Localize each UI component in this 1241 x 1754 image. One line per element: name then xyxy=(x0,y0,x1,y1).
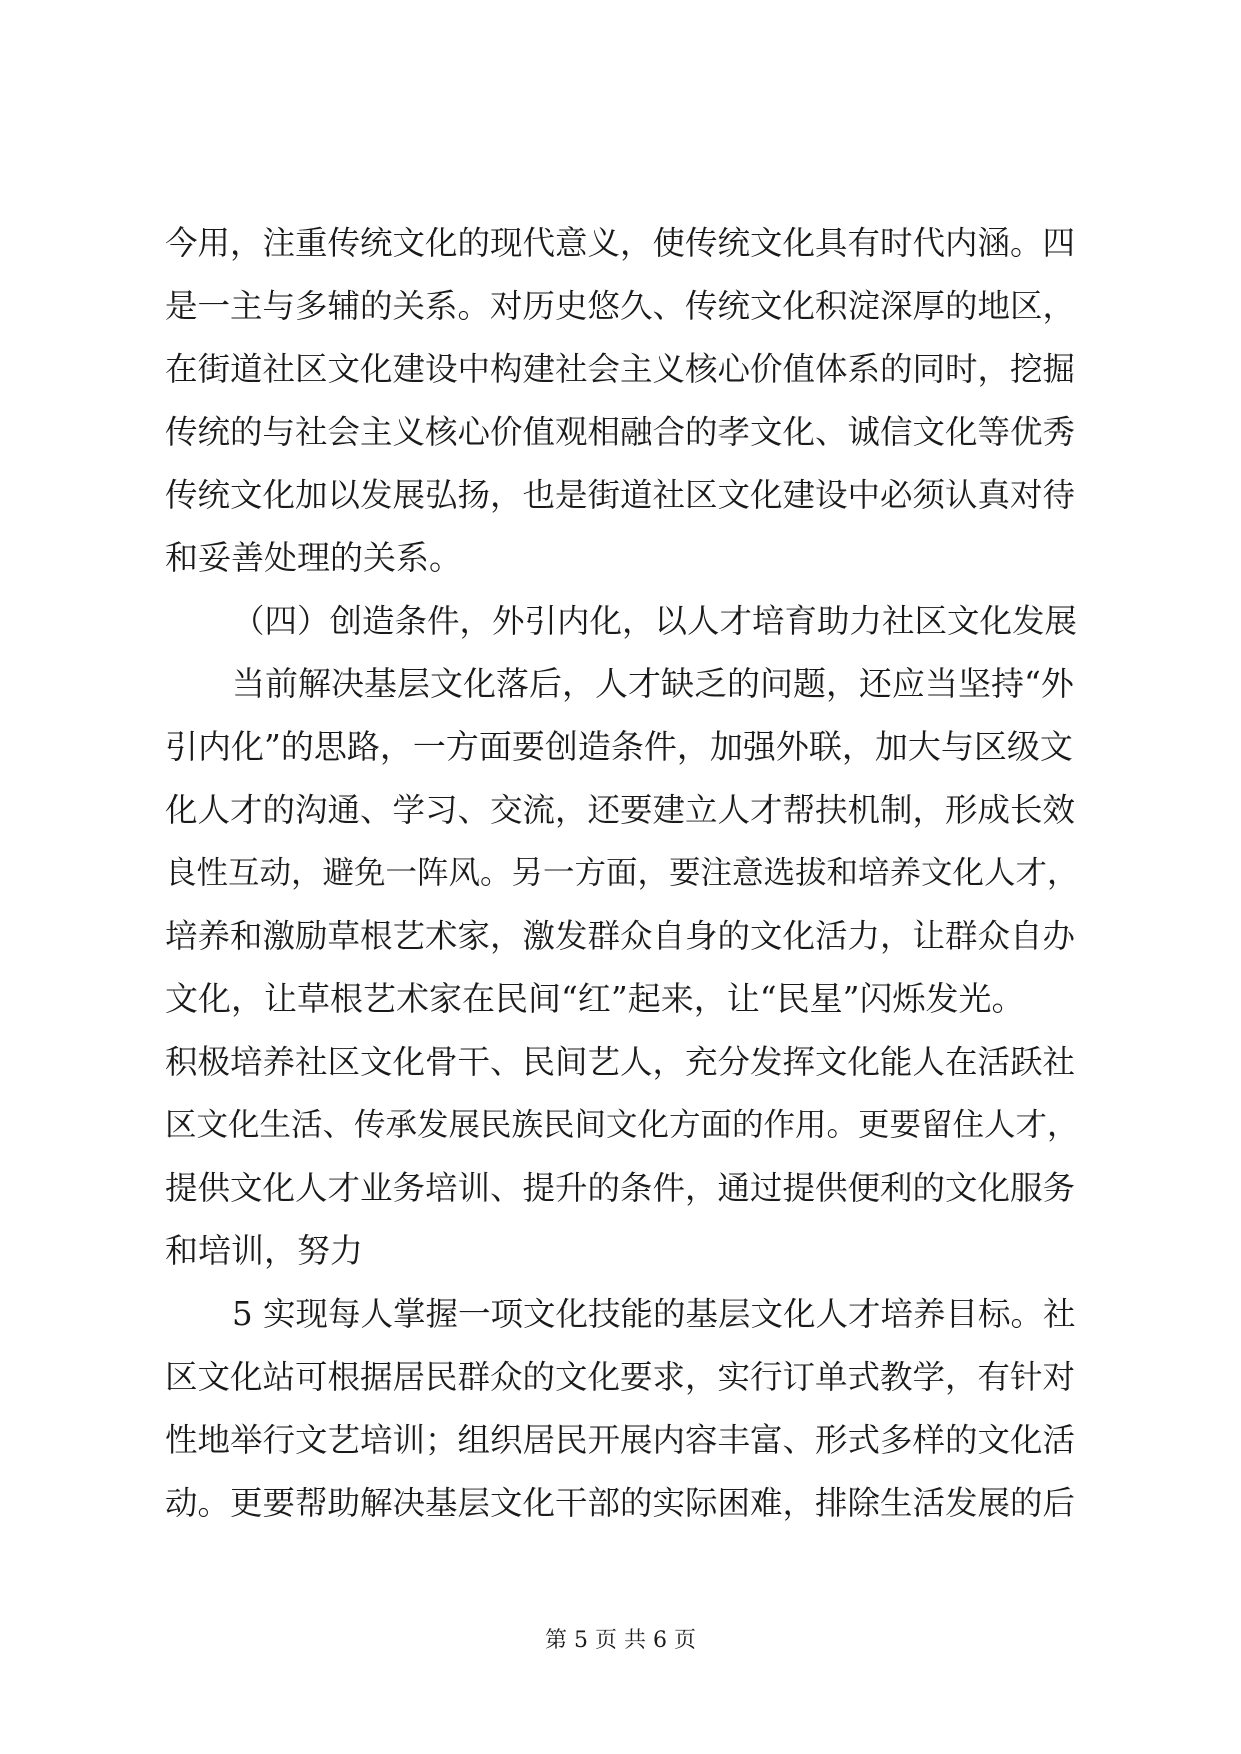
text-line: 文化，让草根艺术家在民间“红”起来，让“民星”闪烁发光。 xyxy=(165,979,1025,1018)
text-line: 区文化站可根据居民群众的文化要求，实行订单式教学，有针对 xyxy=(165,1358,1076,1396)
text-line: 提供文化人才业务培训、提升的条件，通过提供便利的文化服务 xyxy=(165,1169,1076,1207)
text-line: 今用，注重传统文化的现代意义，使传统文化具有时代内涵。四 xyxy=(165,224,1076,262)
text-line: 在街道社区文化建设中构建社会主义核心价值体系的同时，挖掘 xyxy=(165,350,1076,388)
text-line: 5 实现每人掌握一项文化技能的基层文化人才培养目标。社 xyxy=(232,1295,1076,1333)
text-line: 化人才的沟通、学习、交流，还要建立人才帮扶机制，形成长效 xyxy=(165,791,1076,829)
text-line: 动。更要帮助解决基层文化干部的实际困难，排除生活发展的后 xyxy=(165,1484,1076,1522)
text-line: 良性互动，避免一阵风。另一方面，要注意选拔和培养文化人才， xyxy=(165,855,1079,891)
text-line: 积极培养社区文化骨干、民间艺人，充分发挥文化能人在活跃社 xyxy=(165,1043,1076,1081)
text-line: 引内化”的思路，一方面要创造条件，加强外联，加大与区级文 xyxy=(165,727,1073,766)
text-line: 培养和激励草根艺术家，激发群众自身的文化活力，让群众自办 xyxy=(165,917,1076,955)
text-line: 和妥善处理的关系。 xyxy=(165,538,462,577)
text-line: 性地举行文艺培训；组织居民开展内容丰富、形式多样的文化活 xyxy=(165,1421,1076,1459)
text-line: 当前解决基层文化落后，人才缺乏的问题，还应当坚持“外 xyxy=(232,664,1074,703)
text-line: 传统文化加以发展弘扬，也是街道社区文化建设中必须认真对待 xyxy=(165,476,1076,514)
text-line: 传统的与社会主义核心价值观相融合的孝文化、诚信文化等优秀 xyxy=(165,413,1076,451)
text-line: 区文化生活、传承发展民族民间文化方面的作用。更要留住人才， xyxy=(165,1107,1079,1143)
text-line: 是一主与多辅的关系。对历史悠久、传统文化积淀深厚的地区， xyxy=(165,287,1076,325)
page-number-footer: 第 5 页 共 6 页 xyxy=(545,1628,696,1653)
section-heading: （四）创造条件，外引内化，以人才培育助力社区文化发展 xyxy=(232,602,1078,640)
text-line: 和培训，努力 xyxy=(165,1231,363,1270)
